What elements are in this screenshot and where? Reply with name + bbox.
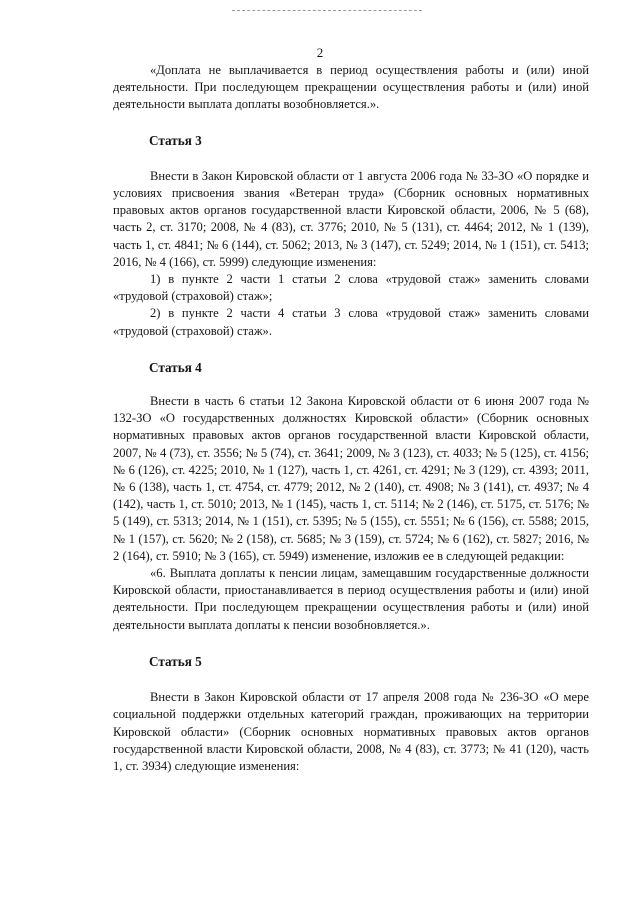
intro-quote: «Доплата не выплачивается в период осуществления работы и (или) иной деятельности. При последующем прекращении осуществления работы и (или) иной деятельности выплата доплаты возобновляется.». — [113, 63, 589, 112]
article-3-item-1: 1) в пункте 2 части 1 статьи 2 слова «трудовой стаж» заменить словами «трудовой (страховой) стаж»; — [113, 272, 589, 304]
article-5-heading: Статья 5 — [149, 653, 202, 669]
article-3-lead: Внести в Закон Кировской области от 1 августа 2006 года № 33-ЗО «О порядке и условиях присвоения звания «Ветеран труда» (Сборник основных нормативных правовых актов органов государственной власти Кировской области, 2006, № 5 (68), часть 2, ст. 3170; 2008, № 4 (83), ст. 3776; 2010, № 5 (131), ст. 4464; 2012, № 1 (139), часть 1, ст. 4841; № 6 (144), ст. 5062; 2013, № 3 (147), ст. 5249; 2014, № 1 (151), ст. 5413; 2016, № 4 (166), ст. 5999) следующие изменения: — [113, 168, 589, 269]
page-number: 2 — [316, 45, 324, 60]
article-4-quote: «6. Выплата доплаты к пенсии лицам, замещавшим государственные должности Кировской области, приостанавливается в период осуществления работы и (или) иной деятельности. При последующем прекращении осуществления работы и (или) иной деятельности выплата доплаты к пенсии возобновляется.». — [113, 566, 589, 632]
article-4-heading: Статья 4 — [149, 359, 202, 375]
article-3-heading: Статья 3 — [149, 132, 202, 148]
article-3-item-2: 2) в пункте 2 части 4 статьи 3 слова «трудовой стаж» заменить словами «трудовой (страховой) стаж». — [113, 306, 589, 338]
top-edge-line — [232, 10, 422, 11]
document-body — [113, 62, 589, 775]
article-5-lead: Внести в Закон Кировской области от 17 апреля 2008 года № 236-ЗО «О мере социальной поддержки отдельных категорий граждан, проживающих на территории Кировской области» (Сборник основных нормативных правовых актов органов государственной власти Кировской области, 2008, № 4 (83), ст. 3773; № 41 (120), часть 1, ст. 3934) следующие изменения: — [113, 690, 589, 773]
article-4-lead: Внести в часть 6 статьи 12 Закона Кировской области от 6 июня 2007 года № 132-ЗО «О государственных должностях Кировской области» (Сборник основных нормативных правовых актов органов государственной власти Кировской области, 2007, № 4 (73), ст. 3556; № 5 (74), ст. 3641; 2009, № 3 (123), ст. 4033; № 5 (125), ст. 4156; № 6 (126), ст. 4225; 2010, № 1 (127), часть 1, ст. 4261, ст. 4291; № 3 (129), ст. 4393; 2011, № 6 (138), часть 1, ст. 4754, ст. 4779; 2012, № 2 (140), ст. 4908; № 3 (141), ст. 4937; № 4 (142), часть 1, ст. 5010; 2013, № 1 (145), часть 1, ст. 5114; № 2 (146), ст. 5175, ст. 5176; № 5 (149), ст. 5313; 2014, № 1 (151), ст. 5395; № 5 (155), ст. 5551; № 6 (156), ст. 5588; 2015, № 1 (157), ст. 5620; № 2 (158), ст. 5685; № 3 (159), ст. 5724; № 6 (162), ст. 5827; 2016, № 2 (164), ст. 5910; № 3 (165), ст. 5949) изменение, изложив ее в следующей редакции: — [113, 394, 589, 563]
